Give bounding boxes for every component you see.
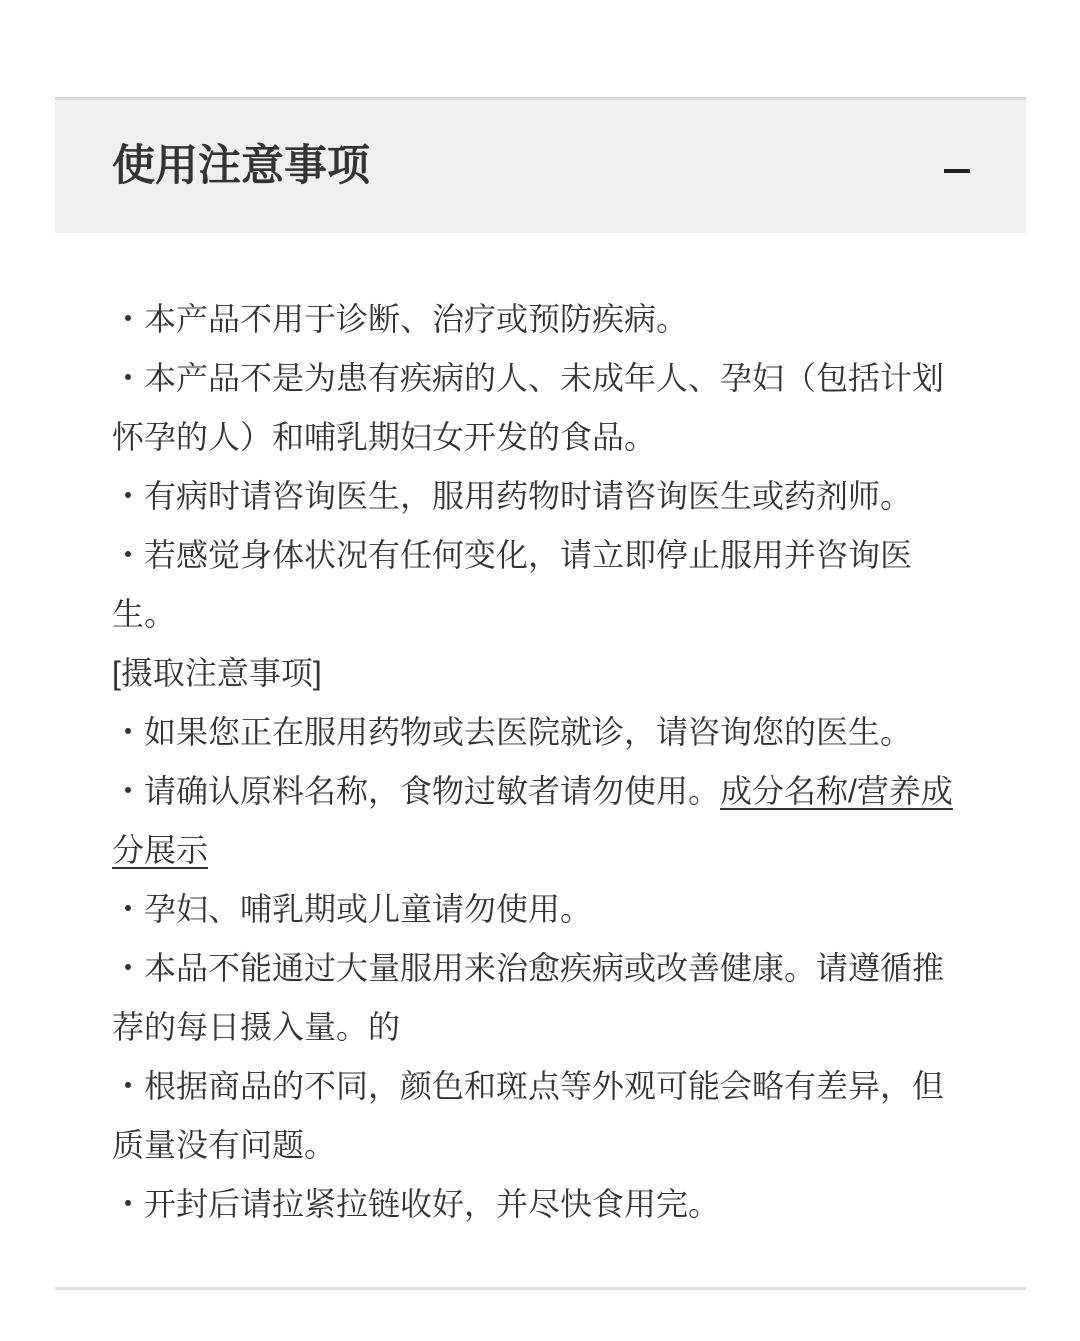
text-line	[112, 821, 1026, 880]
accordion-content	[55, 233, 1026, 1234]
text-line: ・本产品不是为患有疾病的人、未成年人、孕妇（包括计划	[112, 360, 945, 396]
item-text: ・请确认原料名称，食物过敏者请勿使用。	[112, 773, 721, 809]
text-line: ・孕妇、哺乳期或儿童请勿使用。	[112, 891, 593, 927]
text-line: 怀孕的人）和哺乳期妇女开发的食品。	[112, 419, 657, 455]
text-line: 质量没有问题。	[112, 1127, 337, 1163]
section-title: 使用注意事项	[112, 142, 370, 190]
text-line: 荐的每日摄入量。的	[112, 1009, 401, 1045]
text-line: ・开封后请拉紧拉链收好，并尽快食用完。	[112, 1186, 721, 1222]
intake-item	[112, 939, 1026, 1057]
text-line: 生。	[112, 596, 177, 632]
minus-icon[interactable]	[944, 169, 970, 173]
intake-item	[112, 762, 1026, 880]
intake-item	[112, 1175, 1026, 1234]
precaution-item	[112, 467, 1026, 526]
intake-item	[112, 1057, 1026, 1175]
text-line: ・若感觉身体状况有任何变化，请立即停止服用并咨询医	[112, 537, 913, 573]
text-line: ・本产品不用于诊断、治疗或预防疾病。	[112, 301, 689, 337]
intake-item	[112, 703, 1026, 762]
usage-precautions-section	[55, 97, 1026, 1234]
intake-heading: [摄取注意事项]	[112, 655, 322, 691]
text-line: ・如果您正在服用药物或去医院就诊，请咨询您的医生。	[112, 714, 913, 750]
accordion-header[interactable]	[55, 97, 1026, 233]
text-line: ・有病时请咨询医生，服用药物时请咨询医生或药剂师。	[112, 478, 913, 514]
intake-item	[112, 880, 1026, 939]
section-divider	[55, 1287, 1026, 1290]
precaution-item	[112, 349, 1026, 467]
text-line	[112, 762, 1026, 821]
text-line: ・本品不能通过大量服用来治愈疾病或改善健康。请遵循推	[112, 950, 945, 986]
ingredient-info-link[interactable]: 分展示	[112, 832, 209, 868]
precaution-item	[112, 526, 1026, 644]
text-line: ・根据商品的不同，颜色和斑点等外观可能会略有差异，但	[112, 1068, 945, 1104]
ingredient-info-link[interactable]: 成分名称/营养成	[720, 773, 953, 809]
precaution-item	[112, 290, 1026, 349]
